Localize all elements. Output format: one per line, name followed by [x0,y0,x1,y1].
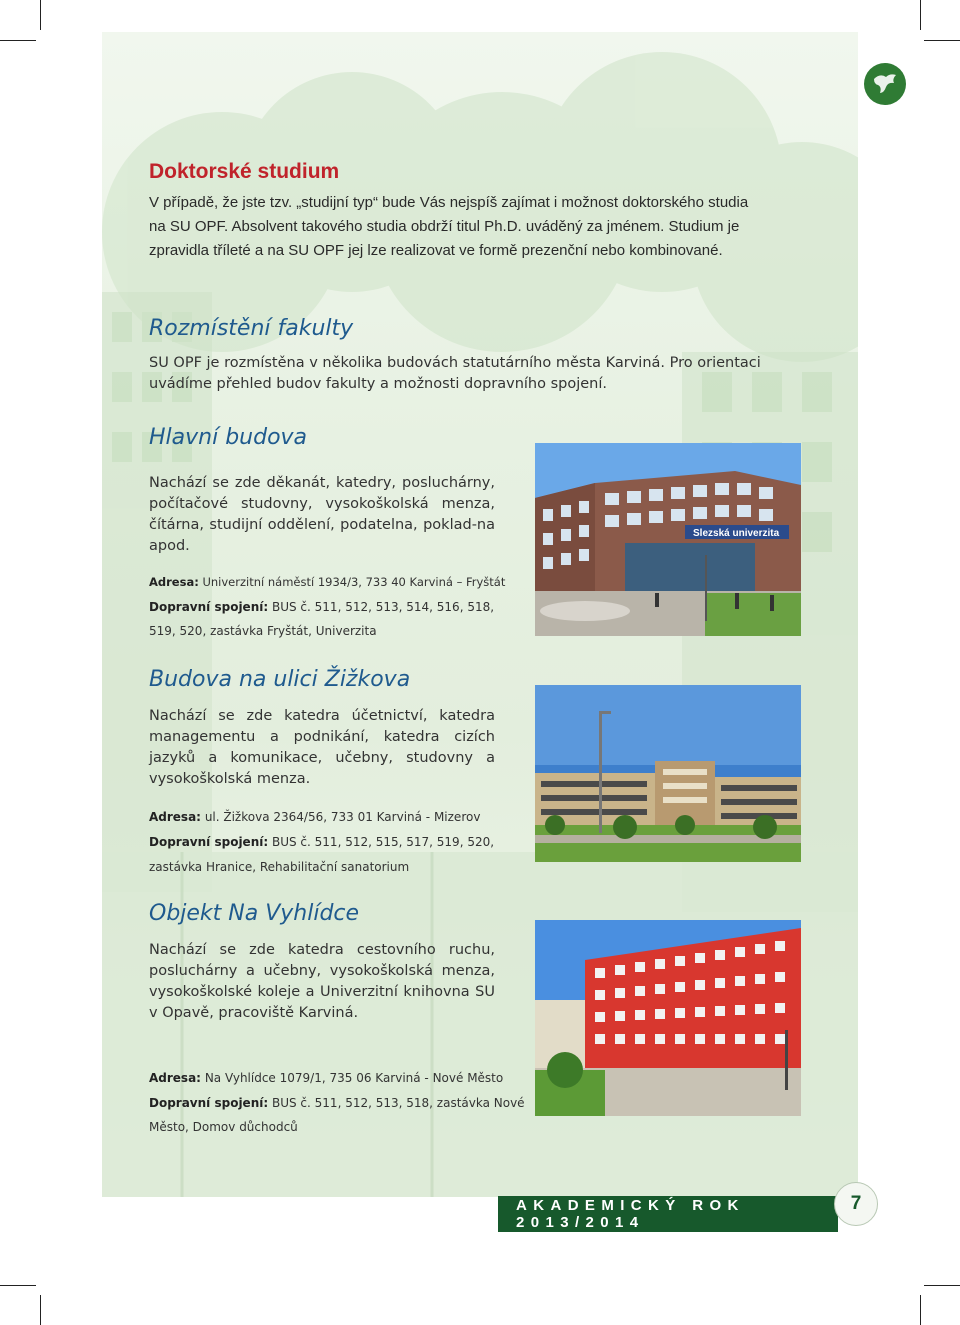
location-line: SU OPF je rozmístěna v několika budovách statutárního města Karviná. Pro orientaci [149,355,761,371]
vyhlidce-building-photo [535,920,801,1116]
vyhlidce-transport-cont: Město, Domov důchodců [149,1120,298,1134]
zizkova-transport [149,834,494,850]
crop-mark [920,1295,921,1325]
crop-mark [40,1295,41,1325]
location-line: uvádíme přehled budov fakulty a možnosti dopravního spojení. [149,376,608,392]
vyhlidce-building-image [535,920,801,1116]
main-building-text: Nachází se zde děkanát, katedry, posluchárny, počítačové studovny, vysokoškolská menza, čítárna, studijní oddělení, podatelna, poklad-na apod. [149,475,495,554]
crop-mark [924,1285,960,1286]
zizkova-building-photo [535,685,801,862]
vyhlidce-address [149,1070,503,1086]
address-label: Adresa: [149,575,199,589]
main-building-photo [535,443,801,636]
address-value: ul. Žižkova 2364/56, 733 01 Karviná - Mizerov [204,810,481,824]
transport-value: BUS č. 511, 512, 513, 518, zastávka Nové [271,1096,525,1110]
address-label: Adresa: [149,1071,201,1085]
transport-value: BUS č. 511, 512, 513, 514, 516, 518, [271,600,495,614]
crop-mark [920,0,921,30]
main-building-image [535,443,801,636]
zizkova-text: Nachází se zde katedra účetnictví, katedra managementu a podnikání, katedra cizích jazyků a komunikace, učebny, studovny a vysokoškolská menza. [149,708,495,787]
academic-year-label: AKADEMICKÝ ROK 2013/2014 [516,1197,745,1231]
main-building-address [149,574,505,590]
eagle-logo-icon [870,69,900,99]
location-text [149,353,829,395]
vyhlidce-text: Nachází se zde katedra cestovního ruchu, posluchárny a učebny, vysokoškolská menza, vysokoškolské koleje a Univerzitní knihovna SU v Opavě, pracoviště Karviná. [149,942,495,1021]
doctoral-line: zpravidla tříleté a na SU OPF jej lze realizovat ve formě prezenční nebo kombinované. [149,242,723,259]
vyhlidce-title: Objekt Na Vyhlídce [149,901,360,926]
main-building-transport [149,599,494,615]
location-title: Rozmístění fakulty [149,316,354,341]
doctoral-line: V případě, že jste tzv. „studijní typ“ bude Vás nejspíš zajímat i možnost doktorského studia [149,194,749,211]
zizkova-building-image [535,685,801,862]
doctoral-line: na SU OPF. Absolvent takového studia obdrží titul Ph.D. uváděný za jménem. Studium je [149,218,740,235]
doctoral-title: Doktorské studium [149,160,340,183]
page-number: 7 [834,1182,878,1226]
crop-mark [0,1285,36,1286]
zizkova-title: Budova na ulici Žižkova [149,667,411,692]
doctoral-text [149,191,829,263]
crop-mark [40,0,41,30]
address-value: Na Vyhlídce 1079/1, 735 06 Karviná - Nové Město [204,1071,504,1085]
zizkova-address [149,809,480,825]
building-sign-text: Slezská univerzita [693,528,780,539]
transport-label: Dopravní spojení: [149,600,269,614]
zizkova-transport-cont: zastávka Hranice, Rehabilitační sanatorium [149,860,410,874]
crop-mark [924,40,960,41]
transport-label: Dopravní spojení: [149,835,269,849]
main-building-title: Hlavní budova [149,425,308,450]
university-logo [864,63,906,105]
vyhlidce-transport [149,1095,525,1111]
transport-value: BUS č. 511, 512, 515, 517, 519, 520, [271,835,495,849]
transport-label: Dopravní spojení: [149,1096,269,1110]
footer-bar [498,1196,838,1232]
address-value: Univerzitní náměstí 1934/3, 733 40 Karviná – Fryštát [202,575,506,589]
address-label: Adresa: [149,810,201,824]
main-building-transport-cont: 519, 520, zastávka Fryštát, Univerzita [149,624,377,638]
crop-mark [0,40,36,41]
